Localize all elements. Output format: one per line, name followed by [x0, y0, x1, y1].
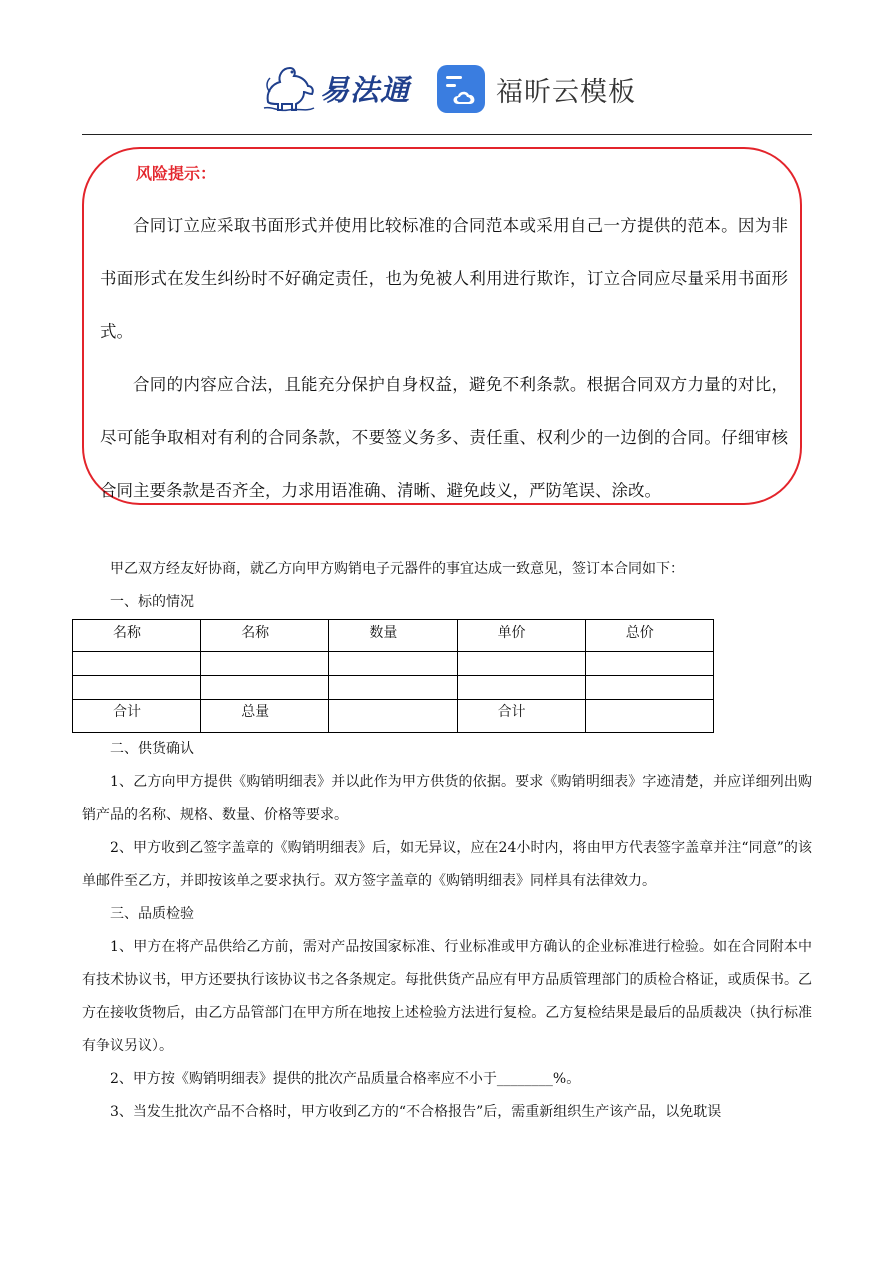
table-total-row: [73, 700, 714, 733]
subject-matter-table: [72, 619, 714, 733]
table-cell: [73, 652, 201, 676]
table-cell: [73, 676, 201, 700]
foxit-cloud-template-text: 福昕云模板: [496, 76, 636, 108]
table-cell: [329, 700, 457, 733]
risk-notice-title: 风险提示：: [136, 164, 217, 183]
table-header-cell: 名称: [73, 620, 201, 652]
foxit-cloud-template-logo: [436, 64, 636, 114]
risk-notice-body: [100, 199, 788, 517]
section-2-title: 二、供货确认: [110, 741, 194, 757]
table-cell: [201, 676, 329, 700]
table-row: [73, 652, 714, 676]
yifatong-logo-text: 易法通: [320, 72, 411, 107]
table-header-cell: 数量: [329, 620, 457, 652]
table-header-row: [73, 620, 714, 652]
table-cell: 合计: [73, 700, 201, 733]
table-header-cell: 名称: [201, 620, 329, 652]
table-cell: [329, 676, 457, 700]
contract-body: [82, 553, 812, 1129]
section-2-paragraph-1: 1、乙方向甲方提供《购销明细表》并以此作为甲方供货的依据。要求《购销明细表》字迹清楚，并应详细列出购销产品的名称、规格、数量、价格等要求。: [82, 774, 812, 823]
table-row: [73, 676, 714, 700]
contract-intro: 甲乙双方经友好协商，就乙方向甲方购销电子元器件的事宜达成一致意见，签订本合同如下：: [110, 561, 684, 577]
table-cell: [585, 700, 713, 733]
section-1-title: 一、标的情况: [110, 594, 194, 610]
table-header-cell: 单价: [457, 620, 585, 652]
risk-paragraph-2: 合同的内容应合法，且能充分保护自身权益，避免不利条款。根据合同双方力量的对比，尽可能争取相对有利的合同条款，不要签义务多、责任重、权利少的一边倒的合同。仔细审核合同主要条款是否齐全，力求用语准确、清晰、避免歧义，严防笔误、涂改。: [100, 375, 788, 500]
risk-paragraph-1: 合同订立应采取书面形式并使用比较标准的合同范本或采用自己一方提供的范本。因为非书面形式在发生纠纷时不好确定责任，也为免被人利用进行欺诈，订立合同应尽量采用书面形式。: [100, 216, 788, 341]
table-cell: [457, 652, 585, 676]
qilin-icon: [262, 62, 316, 114]
table-header-cell: 总价: [585, 620, 713, 652]
table-cell: [457, 676, 585, 700]
section-2-paragraph-2: 2、甲方收到乙签字盖章的《购销明细表》后，如无异议，应在24小时内，将由甲方代表签字盖章并注“同意”的该单邮件至乙方，并即按该单之要求执行。双方签字盖章的《购销明细表》同样具有法律效力。: [82, 840, 812, 889]
section-3-title: 三、品质检验: [110, 906, 194, 922]
table-cell: [201, 652, 329, 676]
table-cell: [585, 676, 713, 700]
document-cloud-icon: [436, 64, 486, 114]
table-cell: [329, 652, 457, 676]
page-header: [0, 58, 893, 128]
table-cell: 总量: [201, 700, 329, 733]
table-cell: [585, 652, 713, 676]
yifatong-logo: [262, 62, 410, 114]
header-divider: [82, 134, 812, 135]
section-3-paragraph-3: 3、当发生批次产品不合格时，甲方收到乙方的“不合格报告”后，需重新组织生产该产品，以免耽误: [110, 1104, 722, 1120]
section-3-paragraph-1: 1、甲方在将产品供给乙方前，需对产品按国家标准、行业标准或甲方确认的企业标准进行检验。如在合同附本中有技术协议书，甲方还要执行该协议书之各条规定。每批供货产品应有甲方品质管理部门的质检合格证，或质保书。乙方在接收货物后，由乙方品管部门在甲方所在地按上述检验方法进行复检。乙方复检结果是最后的品质裁决（执行标准有争议另议）。: [82, 939, 812, 1054]
table-cell: 合计: [457, 700, 585, 733]
section-3-paragraph-2: 2、甲方按《购销明细表》提供的批次产品质量合格率应不小于________%。: [110, 1071, 581, 1087]
risk-notice-box: [82, 147, 802, 505]
